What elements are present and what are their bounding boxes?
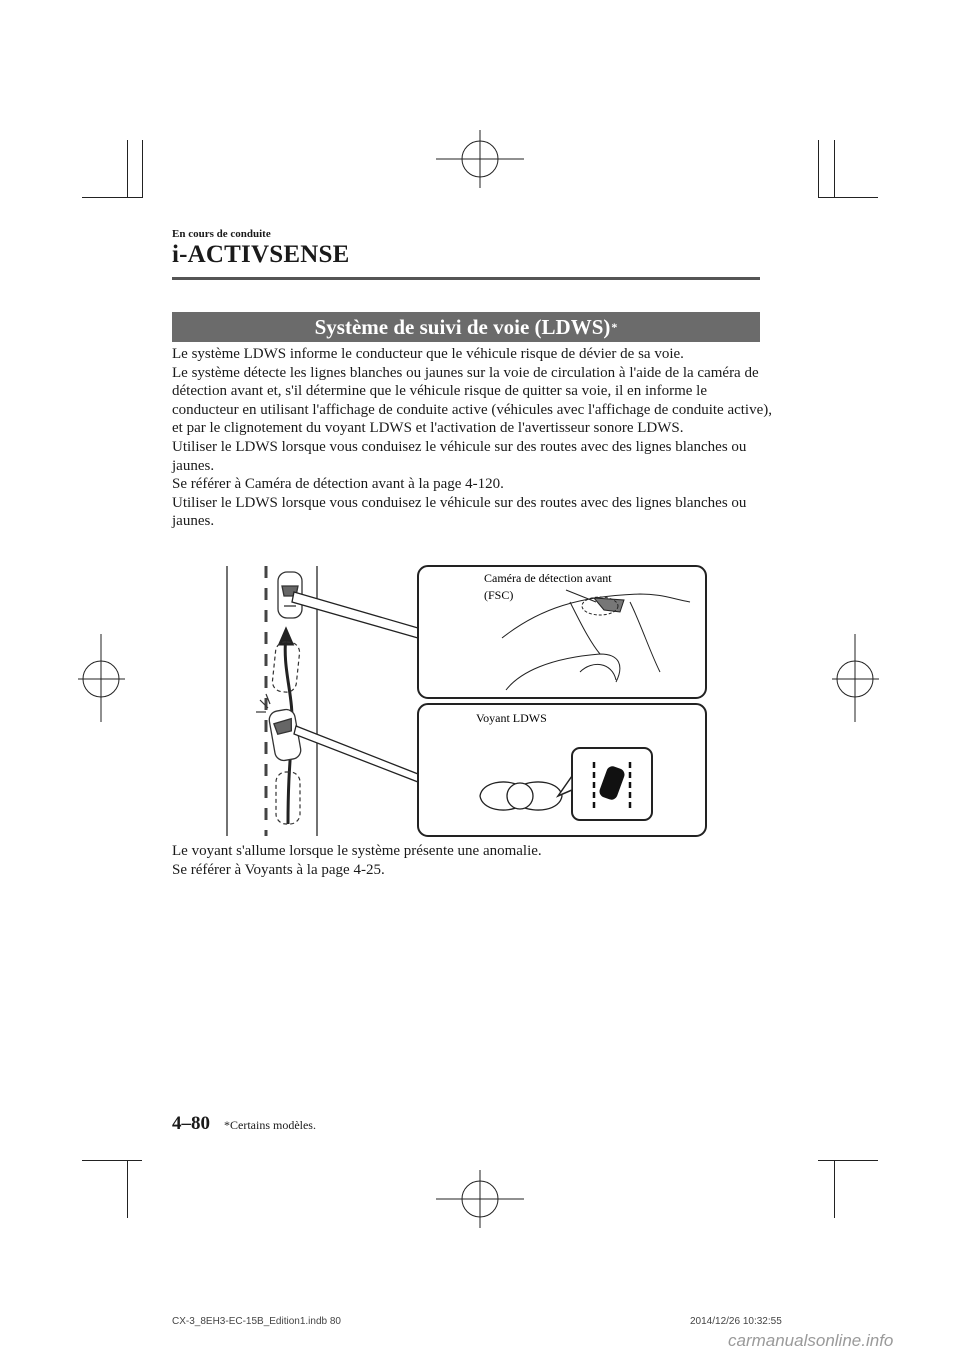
road — [227, 566, 317, 836]
indicator-panel — [418, 704, 706, 836]
paragraph: Le voyant s'allume lorsque le système présente une anomalie. — [172, 843, 542, 859]
paragraph: Le système LDWS informe le conducteur que le véhicule risque de dévier de sa voie. — [172, 346, 684, 362]
page-number: 4–80 — [172, 1113, 210, 1134]
footnote: *Certains modèles. — [224, 1118, 316, 1132]
warning-burst — [256, 694, 270, 712]
indicator-label: Voyant LDWS — [476, 711, 547, 725]
banner-mark: * — [611, 319, 618, 334]
body-text — [172, 345, 772, 531]
banner-title: Système de suivi de voie (LDWS) — [314, 314, 611, 339]
paragraph: Se référer à Caméra de détection avant à la page 4-120. — [172, 476, 504, 493]
ldws-illustration — [220, 562, 710, 840]
paragraph: Se référer à Voyants à la page 4-25. — [172, 861, 385, 878]
callout-leaders — [292, 592, 418, 782]
camera-label-abbrev: (FSC) — [484, 588, 514, 602]
paragraph: Utiliser le LDWS lorsque vous conduisez le véhicule sur des routes avec des lignes blanches ou jaunes. — [172, 438, 747, 474]
after-text — [172, 842, 772, 879]
paragraph: Utiliser le LDWS lorsque vous conduisez le véhicule sur des routes avec des lignes blanches ou jaunes. — [172, 494, 747, 530]
camera-label: Caméra de détection avant — [484, 571, 612, 585]
chapter-title: i-ACTIVSENSE — [172, 241, 350, 268]
paragraph: Le système détecte les lignes blanches ou jaunes sur la voie de circulation à l'aide de la caméra de détection avant et, s'il détermine que le véhicule risque de quitter sa voie, il en informe le conducteur en utilisant l'affichage de conduite active (véhicules avec l'affichage de conduite active), et par le clignotement du voyant LDWS et l'activation de l'avertisseur sonore LDWS. — [172, 364, 772, 437]
imprint-file: CX-3_8EH3-EC-15B_Edition1.indb 80 — [172, 1316, 341, 1327]
watermark[interactable]: carmanualsonline.info — [728, 1331, 894, 1350]
section-title: En cours de conduite — [172, 228, 271, 240]
camera-panel — [418, 566, 706, 698]
imprint-date: 2014/12/26 10:32:55 — [690, 1316, 782, 1327]
section-banner — [172, 312, 760, 342]
header-rule — [172, 277, 760, 280]
